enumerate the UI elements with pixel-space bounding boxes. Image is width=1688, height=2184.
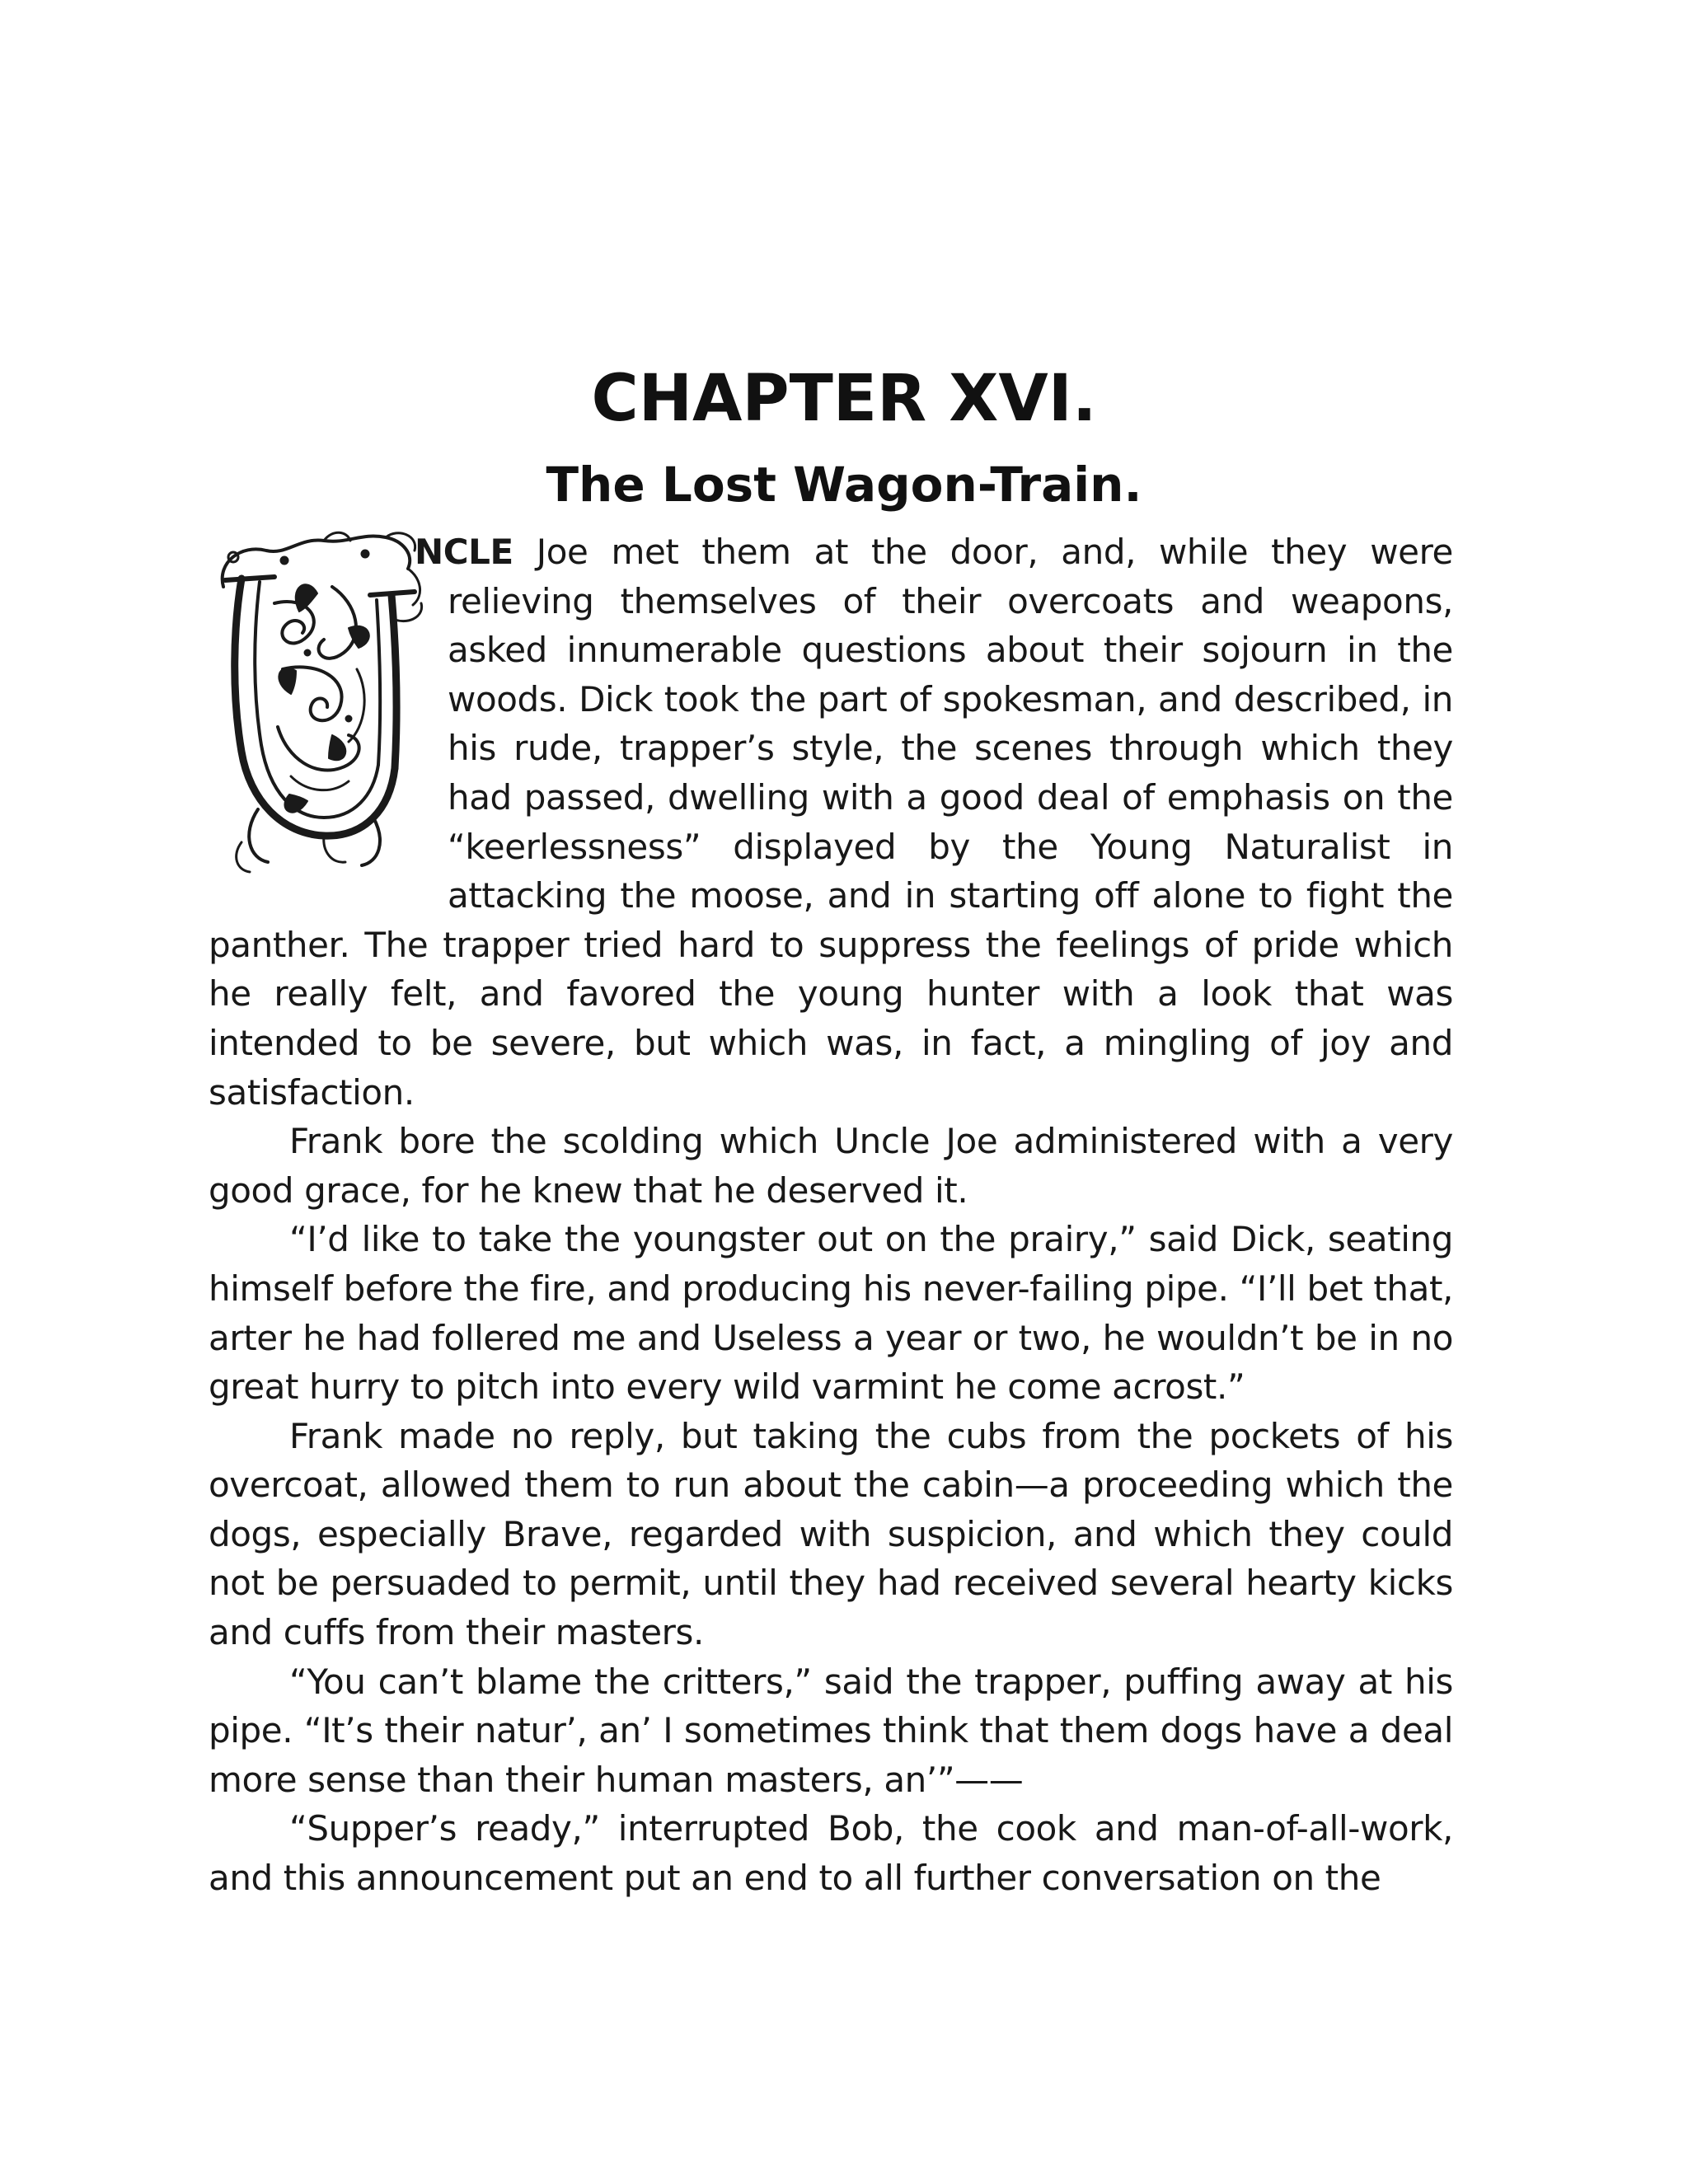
paragraph-5: “You can’t blame the critters,” said the trapper, puffing away at his pipe. “It’s their natur’, an’ I sometimes think that them dogs have a deal more sense than their human masters, an’”—— bbox=[209, 1661, 1453, 1800]
paragraph-4: Frank made no reply, but taking the cubs from the pockets of his overcoat, allowed them to run about the cabin—a proceeding which the dogs, especially Brave, regarded with suspicion, and which they could not be persuaded to permit, until they had received several hearty kicks and cuffs from their masters. bbox=[209, 1415, 1453, 1653]
paragraph-2: Frank bore the scolding which Uncle Joe administered with a very good grace, for he knew that he deserved it. bbox=[209, 1121, 1453, 1211]
chapter-title: The Lost Wagon-Train. bbox=[546, 457, 1142, 513]
paragraph-1-text: Joe met them at the door, and, while they were relieving themselves of their overcoats and weapons, asked innumerable questions about their sojourn in the woods. Dick took the part of spokesman, and described, in his rude, trapper’s style, the scenes through which they had passed, dwelling with a good deal of emphasis on the “keerlessness” displayed by the Young Naturalist in attacking the moose, and in starting off alone to fight the panther. The trapper tried hard to suppress the feelings of pride which he really felt, and favored the young hunter with a look that was intended to be severe, but which was, in fact, a mingling of joy and satisfaction. bbox=[209, 532, 1453, 1113]
ornate-floral-initial-u-icon bbox=[209, 529, 429, 875]
paragraph-3: “I’d like to take the youngster out on the prairy,” said Dick, seating himself before the fire, and producing his never-failing pipe. “I’ll bet that, arter he had follered me and Useless a year or two, he wouldn’t be in no great hurry to pitch into every wild varmint he come acrost.” bbox=[209, 1219, 1453, 1408]
paragraph-6: “Supper’s ready,” interrupted Bob, the cook and man-of-all-work, and this announcement put an end to all further conversation on the bbox=[209, 1808, 1453, 1899]
chapter-number: CHAPTER XVI. bbox=[591, 362, 1097, 437]
drop-cap-lead-word: NCLE bbox=[415, 532, 513, 572]
paragraph-1 bbox=[209, 527, 1453, 1117]
chapter-body bbox=[209, 527, 1453, 1903]
